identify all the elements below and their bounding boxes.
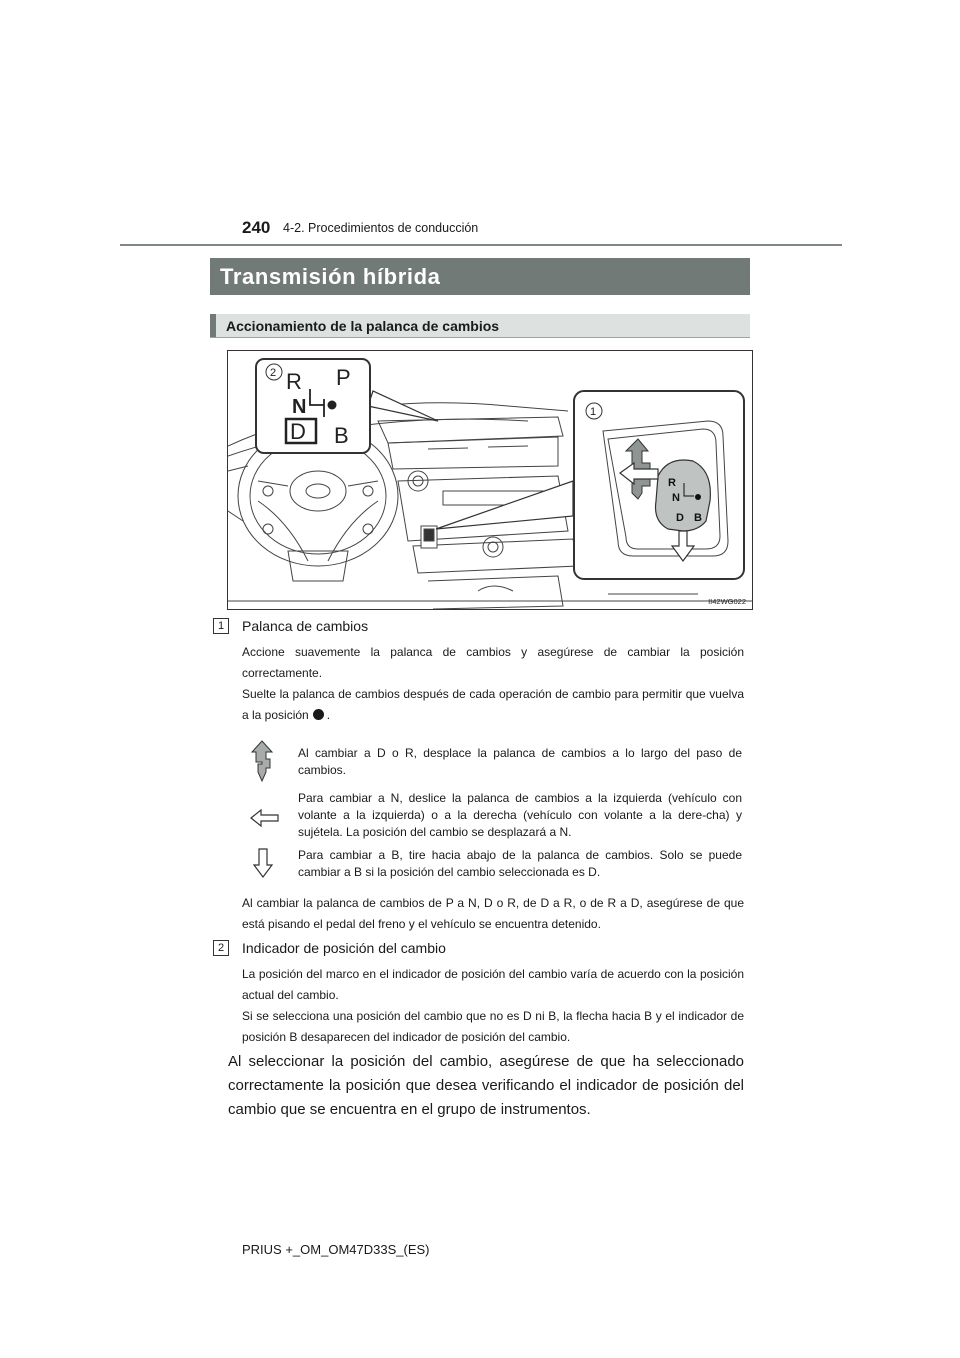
chapter-title: 4-2. Procedimientos de conducción [283,221,479,235]
subsection-accent [210,314,216,337]
item-title-1: Palanca de cambios [242,618,369,634]
dashboard-drawing [228,351,753,610]
subsection-bar [210,314,750,338]
indicator-p: P [336,365,351,390]
figure-code: II42WG022 [708,597,746,606]
item-2-paragraph-2: Si se selecciona una posición del cambio que no es D ni B, la flecha hacia B y el indicador de posición B desaparecen del indicador de posición del cambio. [242,1009,744,1044]
indicator-r: R [286,369,302,394]
knob-r: R [668,477,676,489]
section-title: Transmisión híbrida [220,263,441,289]
subsection-title: Accionamiento de la palanca de cambios [226,317,500,334]
indicator-b: B [334,423,349,448]
item-title-2: Indicador de posición del cambio [242,940,446,956]
brake-note: Al cambiar la palanca de cambios de P a N, D o R, de D a R, o de R a D, asegúrese de que está pisando el pedal del freno y el vehículo se encuentra detenido. [242,896,744,931]
indicator-d: D [290,419,306,444]
item-1-paragraph-2-text: Suelte la palanca de cambios después de cada operación de cambio para permitir que vuelva a la posición [242,687,744,722]
down-arrow-icon [253,848,273,883]
header-rule [120,244,842,246]
item-number-1: 1 [213,618,229,634]
shift-row-1-text: Al cambiar a D o R, desplace la palanca de cambios a lo largo del paso de cambios. [298,746,742,777]
callout-2: 2 [270,367,277,379]
indicator-n: N [292,396,307,418]
home-position-dot-icon [313,709,324,720]
shift-row-3-text: Para cambiar a B, tire hacia abajo de la palanca de cambios. Solo se puede cambiar a B si la posición del cambio seleccionada es D. [298,848,742,879]
shift-row-2-text: Para cambiar a N, deslice la palanca de cambios a la izquierda (vehículo con volante a la izquierda) o a la derecha (vehículo con volante a la dere-cha) y sujétela. La posición del cambio se desplazará a N. [298,791,742,839]
closing-paragraph: Al seleccionar la posición del cambio, asegúrese de que ha seleccionado correctamente la posición que desea verificando el indicador de posición del cambio que se encuentra en el grupo de instrumentos. [228,1053,744,1118]
gear-shift-illustration [227,350,753,610]
knob-n: N [672,492,680,504]
knob-b: B [694,512,702,524]
callout-1: 1 [590,406,597,418]
left-arrow-icon [250,808,280,833]
page-number: 240 [242,218,271,237]
item-1-paragraph-2-end: . [326,708,331,722]
knob-d: D [676,512,684,524]
double-arrow-icon [250,740,274,787]
item-2-paragraph-1: La posición del marco en el indicador de posición del cambio varía de acuerdo con la posición actual del cambio. [242,967,744,1002]
footer-document-code: PRIUS +_OM_OM47D33S_(ES) [242,1242,430,1257]
item-1-paragraph-1: Accione suavemente la palanca de cambios y asegúrese de cambiar la posición correctamente. [242,645,744,680]
item-number-2: 2 [213,940,229,956]
section-title-banner [210,258,750,295]
item-1-paragraph-2 [242,684,744,726]
